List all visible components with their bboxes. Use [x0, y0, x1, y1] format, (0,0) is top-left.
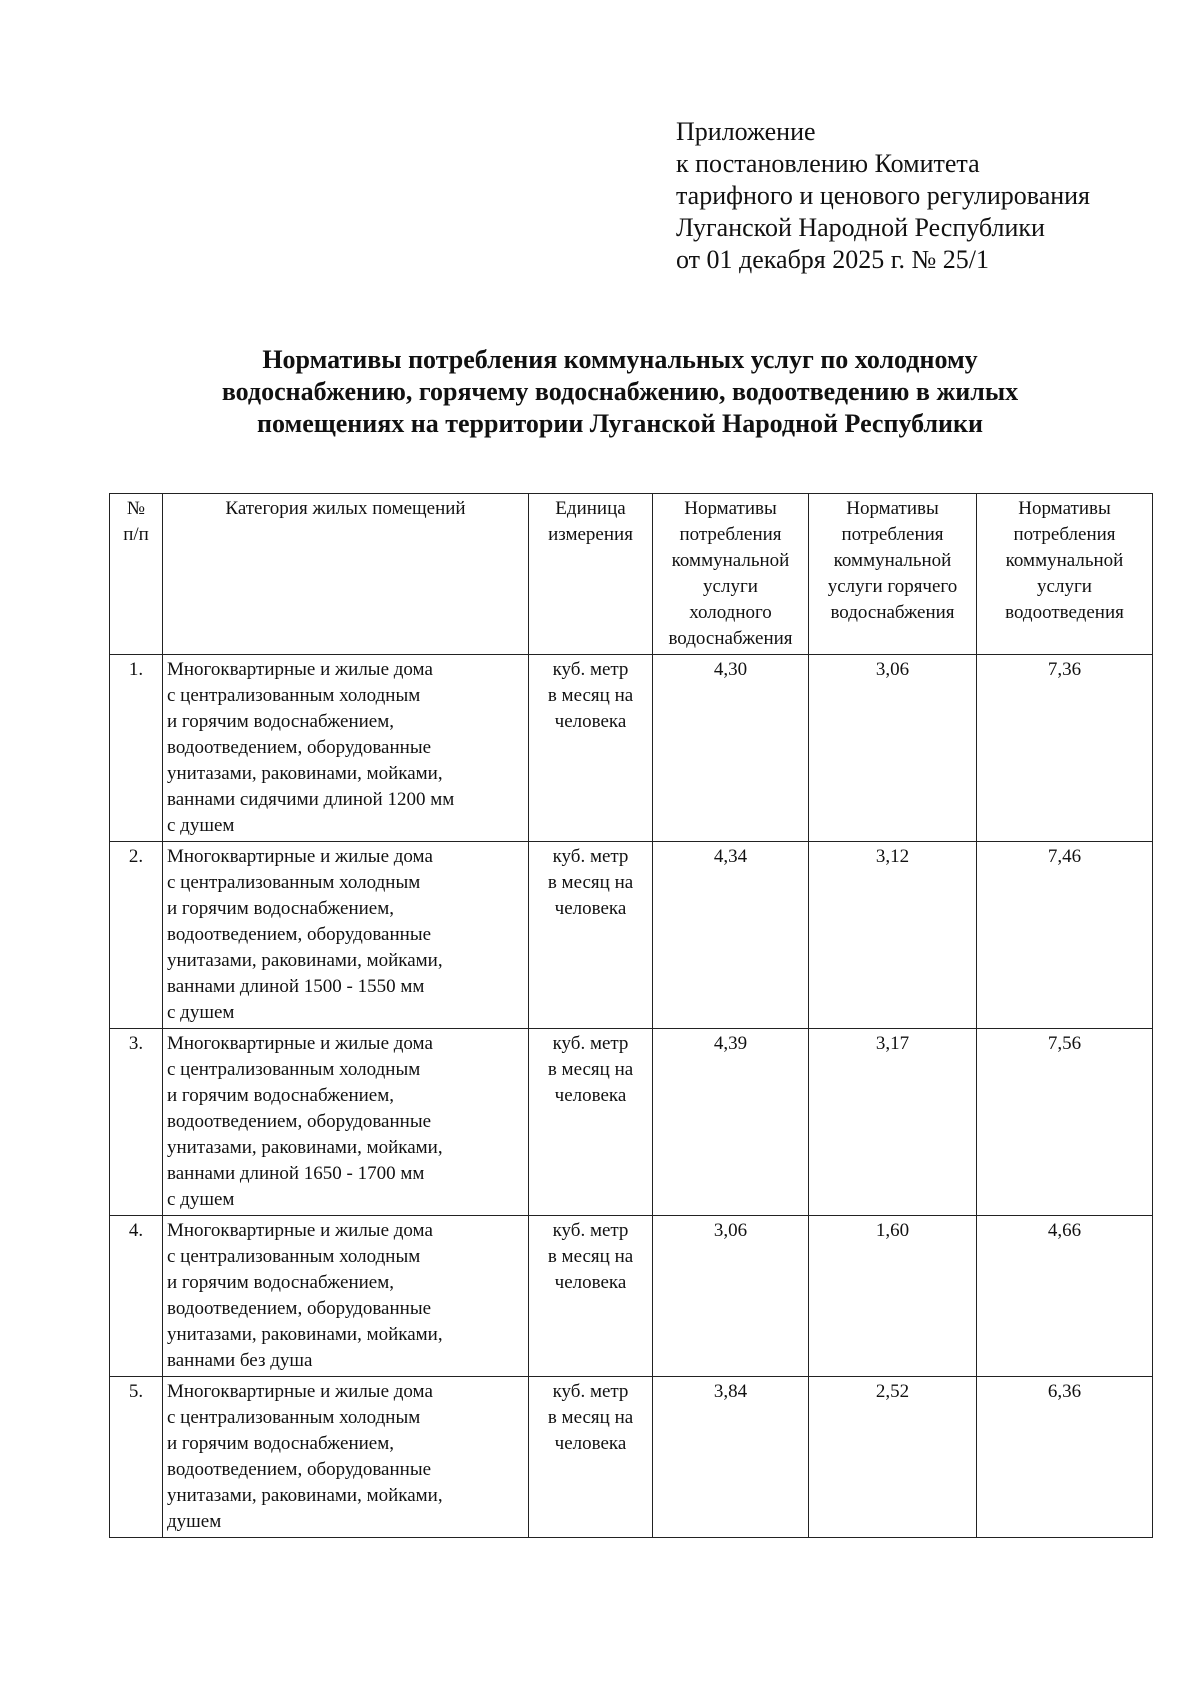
header-drainage [977, 494, 1153, 655]
cell-line: с централизованным холодным [167, 685, 421, 706]
row-unit [529, 1377, 653, 1538]
cell-line: и горячим водоснабжением, [167, 898, 394, 919]
cell-line: душем [167, 1511, 222, 1532]
cell-line: Нормативы [1018, 498, 1111, 519]
cell-line: коммунальной [833, 550, 952, 571]
cell-line: водоснабжения [668, 628, 793, 649]
row-hot-value: 2,52 [809, 1377, 977, 1538]
row-hot-value: 1,60 [809, 1216, 977, 1377]
cell-line: потребления [841, 524, 944, 545]
document-title [160, 344, 1080, 440]
cell-line: услуги горячего [827, 576, 958, 597]
cell-line: в месяц на [547, 1059, 634, 1080]
header-category [163, 494, 529, 655]
cell-line: услуги [1037, 576, 1092, 597]
cell-line: в месяц на [547, 1246, 634, 1267]
row-number: 5. [110, 1377, 163, 1538]
cell-line: с централизованным холодным [167, 1059, 421, 1080]
row-drain-value: 4,66 [977, 1216, 1153, 1377]
row-cold-value: 3,84 [653, 1377, 809, 1538]
table-row [110, 655, 1153, 842]
cell-line: унитазами, раковинами, мойками, [167, 763, 443, 784]
cell-line: Многоквартирные и жилые дома [167, 846, 433, 867]
cell-line: куб. метр [552, 846, 629, 867]
cell-line: с душем [167, 1189, 235, 1210]
row-number: 4. [110, 1216, 163, 1377]
cell-line: и горячим водоснабжением, [167, 711, 394, 732]
row-drain-value: 7,56 [977, 1029, 1153, 1216]
cell-line: куб. метр [552, 1033, 629, 1054]
appendix-line: Приложение [676, 117, 816, 146]
cell-line: Многоквартирные и жилые дома [167, 659, 433, 680]
cell-line: с централизованным холодным [167, 1407, 421, 1428]
row-cold-value: 4,30 [653, 655, 809, 842]
appendix-line: Луганской Народной Республики [676, 213, 1045, 242]
cell-line: человека [554, 711, 627, 732]
row-drain-value: 6,36 [977, 1377, 1153, 1538]
row-unit [529, 1029, 653, 1216]
title-line: Нормативы потребления коммунальных услуг по холодному [262, 345, 978, 374]
cell-line: водоотведением, оборудованные [167, 1111, 432, 1132]
cell-line: холодного [689, 602, 772, 623]
appendix-line: тарифного и ценового регулирования [676, 181, 1091, 210]
cell-line: человека [554, 1272, 627, 1293]
appendix-line: от 01 декабря 2025 г. № 25/1 [676, 245, 990, 274]
cell-line: и горячим водоснабжением, [167, 1433, 394, 1454]
cell-line: унитазами, раковинами, мойками, [167, 1137, 443, 1158]
cell-line: водоотведения [1005, 602, 1124, 623]
cell-line: Нормативы [684, 498, 777, 519]
cell-line: с централизованным холодным [167, 1246, 421, 1267]
cell-line: измерения [548, 524, 633, 545]
cell-line: куб. метр [552, 1381, 629, 1402]
row-category [163, 842, 529, 1029]
row-cold-value: 4,39 [653, 1029, 809, 1216]
cell-line: куб. метр [552, 659, 629, 680]
row-number: 3. [110, 1029, 163, 1216]
cell-line: человека [554, 1085, 627, 1106]
title-line: помещениях на территории Луганской Народной Республики [257, 409, 983, 438]
cell-line: в месяц на [547, 685, 634, 706]
row-cold-value: 4,34 [653, 842, 809, 1029]
cell-line: водоотведением, оборудованные [167, 924, 432, 945]
cell-line: унитазами, раковинами, мойками, [167, 1324, 443, 1345]
title-line: водоснабжению, горячему водоснабжению, водоотведению в жилых [221, 377, 1019, 406]
cell-line: водоотведением, оборудованные [167, 737, 432, 758]
row-hot-value: 3,17 [809, 1029, 977, 1216]
cell-line: водоотведением, оборудованные [167, 1459, 432, 1480]
cell-line: Многоквартирные и жилые дома [167, 1033, 433, 1054]
cell-line: унитазами, раковинами, мойками, [167, 1485, 443, 1506]
row-cold-value: 3,06 [653, 1216, 809, 1377]
cell-line: и горячим водоснабжением, [167, 1085, 394, 1106]
norms-table [109, 493, 1153, 1538]
cell-line: и горячим водоснабжением, [167, 1272, 394, 1293]
header-number [110, 494, 163, 655]
cell-line: в месяц на [547, 872, 634, 893]
row-category [163, 1377, 529, 1538]
cell-line: унитазами, раковинами, мойками, [167, 950, 443, 971]
row-drain-value: 7,36 [977, 655, 1153, 842]
header-hot-water [809, 494, 977, 655]
row-number: 2. [110, 842, 163, 1029]
cell-line: с душем [167, 815, 235, 836]
cell-line: ваннами длиной 1650 - 1700 мм [167, 1163, 425, 1184]
appendix-line: к постановлению Комитета [676, 149, 980, 178]
row-number: 1. [110, 655, 163, 842]
table-row [110, 1216, 1153, 1377]
table-row [110, 1029, 1153, 1216]
cell-line: с централизованным холодным [167, 872, 421, 893]
cell-line: коммунальной [671, 550, 790, 571]
row-drain-value: 7,46 [977, 842, 1153, 1029]
cell-line: Многоквартирные и жилые дома [167, 1220, 433, 1241]
table-row [110, 842, 1153, 1029]
cell-line: потребления [679, 524, 782, 545]
row-unit [529, 1216, 653, 1377]
cell-line: коммунальной [1005, 550, 1124, 571]
cell-line: Категория жилых помещений [225, 498, 466, 519]
cell-line: водоснабжения [830, 602, 955, 623]
cell-line: Единица [555, 498, 626, 519]
cell-line: ваннами сидячими длиной 1200 мм [167, 789, 455, 810]
appendix-block [676, 116, 1090, 276]
row-unit [529, 842, 653, 1029]
cell-line: в месяц на [547, 1407, 634, 1428]
row-hot-value: 3,12 [809, 842, 977, 1029]
table-header-row [110, 494, 1153, 655]
cell-line: человека [554, 1433, 627, 1454]
header-unit [529, 494, 653, 655]
cell-line: водоотведением, оборудованные [167, 1298, 432, 1319]
row-hot-value: 3,06 [809, 655, 977, 842]
cell-line: Многоквартирные и жилые дома [167, 1381, 433, 1402]
row-category [163, 1216, 529, 1377]
cell-line: ваннами длиной 1500 - 1550 мм [167, 976, 425, 997]
cell-line: № [126, 498, 146, 519]
cell-line: потребления [1013, 524, 1116, 545]
row-unit [529, 655, 653, 842]
cell-line: с душем [167, 1002, 235, 1023]
cell-line: куб. метр [552, 1220, 629, 1241]
cell-line: Нормативы [846, 498, 939, 519]
table-row [110, 1377, 1153, 1538]
cell-line: услуги [703, 576, 758, 597]
cell-line: п/п [123, 524, 149, 545]
cell-line: ваннами без душа [167, 1350, 313, 1371]
row-category [163, 655, 529, 842]
cell-line: человека [554, 898, 627, 919]
header-cold-water [653, 494, 809, 655]
row-category [163, 1029, 529, 1216]
